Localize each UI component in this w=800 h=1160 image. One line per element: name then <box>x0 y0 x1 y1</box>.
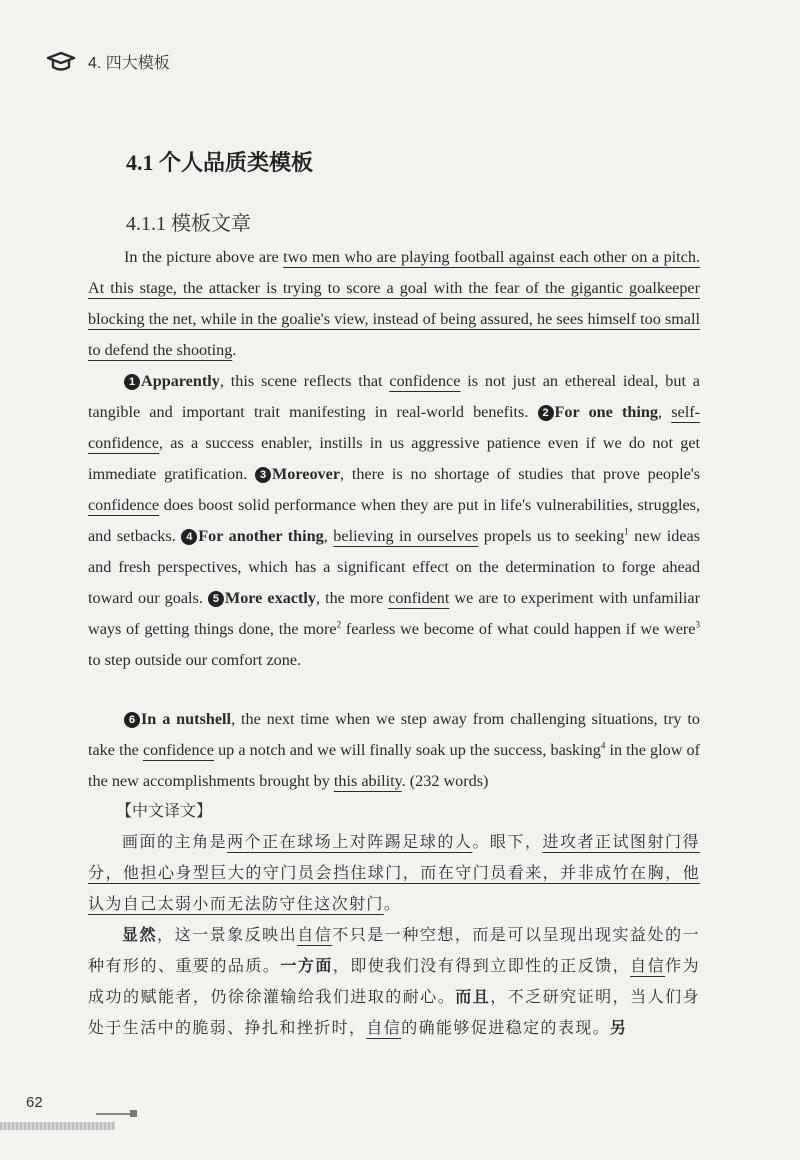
footer-decoration-bar <box>0 1122 115 1130</box>
footnote-mark: 2 <box>336 619 342 630</box>
number-badge: 5 <box>208 591 224 607</box>
footnote-mark: 1 <box>624 526 629 537</box>
number-badge: 1 <box>124 374 140 390</box>
essay-paragraph-2: 1 Apparently, this scene reflects that confidence is not just an ethereal ideal, but a tangible and important trait manifesting in real-world benefits. 2 For one thing, self-confidence, as a success enabler, instills in us aggressive patience even if we do not get immediate gratification. 3 Moreover, there is no shortage of studies that prove people's confidence does boost solid performance when they are put in life's vulnerabilities, struggles, and setbacks. 4 For another thing, believing in ourselves propels us to seeking$^1$ new ideas and fresh perspectives, which has a significant effect on the determination to forge ahead toward our goals. 5 More exactly, the more confident we are to experiment with unfamiliar ways of getting things done, the more$^2$ fearless we become of what could happen if we were$^3$ to step outside our comfort zone. <box>88 372 701 669</box>
underlined-phrase: two men who are playing football against each other on a pitch. At this stage, the attacker is trying to score a goal with the fear of the gigantic goalkeeper blocking the net, while in the goalie's view, instead of being assured, he sees himself too small to defend the shooting <box>88 248 700 359</box>
number-badge: 4 <box>181 529 197 545</box>
underlined-phrase: 自信 <box>366 1018 402 1037</box>
underlined-phrase: 自信 <box>630 956 666 975</box>
underlined-phrase: self-confidence <box>88 403 700 452</box>
underlined-phrase: 两个正在球场上对阵踢足球的人 <box>227 832 473 851</box>
underlined-phrase: confident <box>388 589 450 607</box>
underlined-phrase: confidence <box>142 741 214 759</box>
section-title: 4.1 个人品质类模板 <box>126 150 314 175</box>
translation-paragraph-2: 显然，这一景象反映出自信不只是一种空想，而是可以呈现出现实益处的一种有形的、重要的品质。一方面，即使我们没有得到立即性的正反馈，自信作为成功的赋能者，仍徐徐灌输给我们进取的耐心。而且，不乏研究证明，当人们身处于生活中的脆弱、挣扎和挫折时，自信的确能够促进稳定的表现。另 <box>88 925 701 1037</box>
number-badge: 3 <box>255 467 271 483</box>
number-badge: 6 <box>124 712 140 728</box>
footer-decoration-line <box>96 1113 130 1115</box>
underlined-phrase: 进攻者正试图射门得分，他担心身型巨大的守门员会挡住球门，而在守门员看来，并非成竹在胸，他认为自己太弱小而无法防守住这次射门 <box>88 832 700 913</box>
underlined-phrase: 自信 <box>297 925 333 944</box>
essay-paragraph-3: 6 In a nutshell, the next time when we step away from challenging situations, try to take the confidence up a notch and we will finally soak up the success, basking$^4$ in the glow of the new accomplishments brought by this ability. (232 words) <box>88 710 700 790</box>
chapter-header <box>46 50 170 73</box>
subsection-title: 4.1.1 模板文章 <box>126 213 251 235</box>
underlined-phrase: confidence <box>88 496 160 514</box>
footnote-mark: 4 <box>600 740 606 751</box>
number-badge: 2 <box>538 405 554 421</box>
underlined-phrase: believing in ourselves <box>333 527 479 545</box>
page-number: 62 <box>26 1094 43 1111</box>
chapter-title: 4. 四大模板 <box>88 55 170 72</box>
underlined-phrase: confidence <box>389 372 461 390</box>
footnote-mark: 3 <box>695 619 700 630</box>
underlined-phrase: this ability <box>333 772 402 790</box>
essay-paragraph-1: In the picture above are two men who are playing football against each other on a pitch. At this stage, the attacker is trying to score a goal with the fear of the gigantic goalkeeper blocking the net, while in the goalie's view, instead of being assured, he sees himself too small to defend the shooting. <box>88 248 700 359</box>
translation-heading: 【中文译文】 <box>116 803 213 820</box>
translation-paragraph-1: 画面的主角是两个正在球场上对阵踢足球的人。眼下，进攻者正试图射门得分，他担心身型巨大的守门员会挡住球门，而在守门员看来，并非成竹在胸，他认为自己太弱小而无法防守住这次射门。 <box>88 832 700 913</box>
graduation-cap-icon <box>46 51 76 73</box>
footer-decoration-square <box>130 1110 137 1117</box>
